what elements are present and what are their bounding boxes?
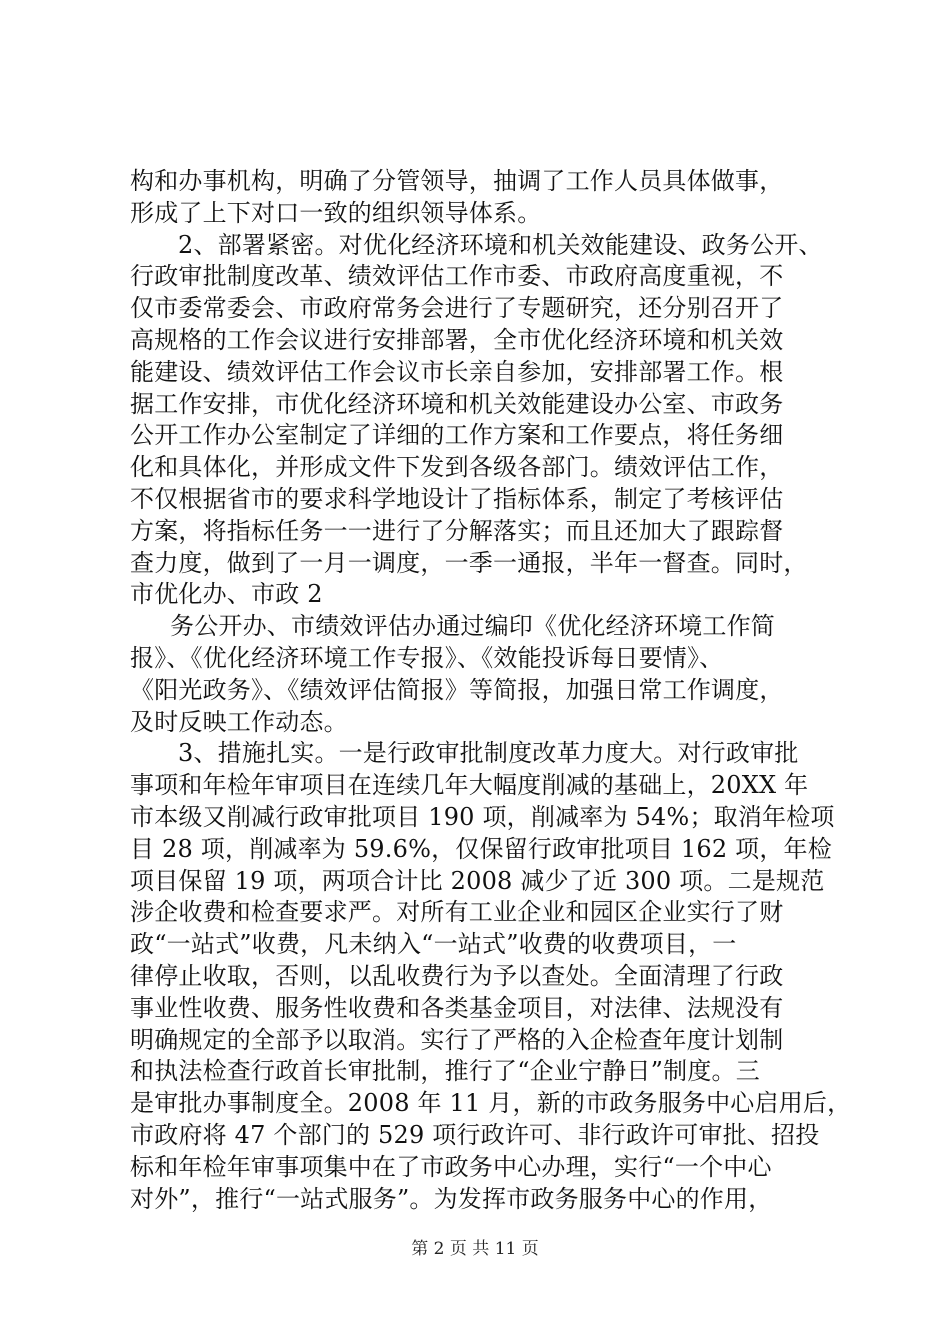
- text-line: 项目保留 19 项，两项合计比 2008 减少了近 300 项。二是规范: [130, 866, 825, 895]
- text-line: 政“一站式”收费，凡未纳入“一站式”收费的收费项目，一: [130, 930, 737, 959]
- text-line: 是审批办事制度全。2008 年 11 月，新的市政务服务中心启用后，: [130, 1089, 852, 1118]
- text-line: 公开工作办公室制定了详细的工作方案和工作要点，将任务细: [130, 421, 784, 450]
- text-line: 事业性收费、服务性收费和各类基金项目，对法律、法规没有: [130, 993, 784, 1022]
- body-text: [130, 166, 850, 1215]
- text-line: 明确规定的全部予以取消。实行了严格的入企检查年度计划制: [130, 1025, 784, 1054]
- text-line: 构和办事机构，明确了分管领导，抽调了工作人员具体做事，: [130, 167, 784, 195]
- text-line: 对外”，推行“一站式服务”。为发挥市政务服务中心的作用，: [130, 1184, 773, 1213]
- text-line: 化和具体化，并形成文件下发到各级各部门。绩效评估工作，: [130, 453, 784, 482]
- text-line: 据工作安排，市优化经济环境和机关效能建设办公室、市政务: [130, 389, 784, 418]
- text-line: 方案，将指标任务一一进行了分解落实；而且还加大了跟踪督: [130, 516, 784, 545]
- text-line: 和执法检查行政首长审批制，推行了“企业宁静日”制度。三: [130, 1057, 760, 1086]
- text-line: 不仅根据省市的要求科学地设计了指标体系，制定了考核评估: [130, 484, 784, 513]
- text-line: 报》、《优化经济环境工作专报》、《效能投诉每日要情》、: [130, 643, 724, 672]
- text-line: 形成了上下对口一致的组织领导体系。: [130, 198, 542, 227]
- text-line: 查力度，做到了一月一调度，一季一通报，半年一督查。同时，: [130, 548, 808, 577]
- text-line: 《阳光政务》、《绩效评估简报》等简报，加强日常工作调度，: [130, 675, 784, 704]
- text-line: 能建设、绩效评估工作会议市长亲自参加，安排部署工作。根: [130, 357, 784, 386]
- page-number-footer: 第 2 页 共 11 页: [411, 1239, 539, 1259]
- text-line: 涉企收费和检查要求严。对所有工业企业和园区企业实行了财: [130, 898, 784, 927]
- text-line: 行政审批制度改革、绩效评估工作市委、市政府高度重视，不: [130, 262, 784, 291]
- paragraph-start-line: 务公开办、市绩效评估办通过编印《优化经济环境工作简: [170, 612, 775, 641]
- text-line: 市政府将 47 个部门的 529 项行政许可、非行政许可审批、招投: [130, 1120, 820, 1149]
- paragraph-start-line: 3、措施扎实。一是行政审批制度改革力度大。对行政审批: [178, 739, 799, 768]
- text-line: 目 28 项，削减率为 59.6%，仅保留行政审批项目 162 项，年检: [130, 834, 832, 863]
- text-line: 仅市委常委会、市政府常务会进行了专题研究，还分别召开了: [130, 294, 784, 323]
- text-line: 事项和年检年审项目在连续几年大幅度削减的基础上，20XX 年: [130, 771, 809, 800]
- text-line: 市优化办、市政 2: [130, 580, 323, 609]
- text-line: 市本级又削减行政审批项目 190 项，削减率为 54%；取消年检项: [130, 802, 835, 831]
- text-line: 高规格的工作会议进行安排部署，全市优化经济环境和机关效: [130, 325, 784, 354]
- text-line: 律停止收取，否则，以乱收费行为予以查处。全面清理了行政: [130, 961, 784, 990]
- text-line: 及时反映工作动态。: [130, 707, 348, 736]
- paragraph-start-line: 2、部署紧密。对优化经济环境和机关效能建设、政务公开、: [178, 230, 823, 259]
- text-line: 标和年检年审事项集中在了市政务中心办理，实行“一个中心: [130, 1152, 772, 1181]
